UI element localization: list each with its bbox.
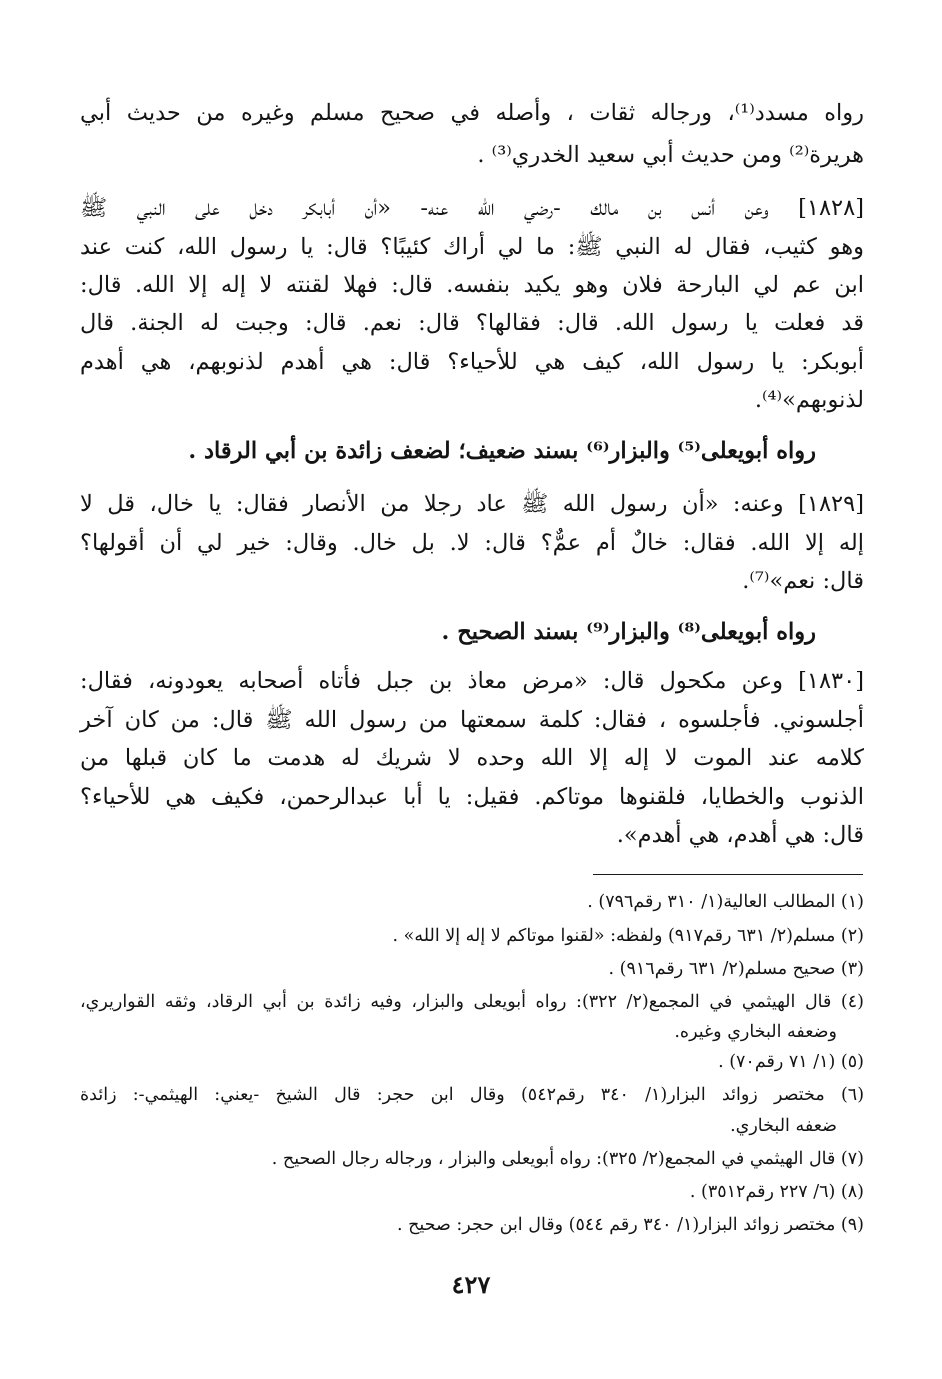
footnote-line: (٩) مختصر زوائد البزار(١/ ٣٤٠ رقم ٥٤٤) وقال ابن حجر: صحيح . (396, 1215, 864, 1235)
grading-line: رواه أبويعلى⁽⁸⁾ والبزار⁽⁹⁾ بسند الصحيح . (441, 619, 816, 645)
footnote-line: (٦) مختصر زوائد البزار(١/ ٣٤٠ رقم٥٤٢) وقال ابن حجر: قال الشيخ -يعني: الهيثمي-: زائدة (80, 1085, 865, 1105)
body-line: أبوبكر: يا رسول الله، كيف هي للأحياء؟ قال: هي أهدم لذنوبهم، هي أهدم (80, 349, 864, 375)
body-line: قد فعلت يا رسول الله. قال: فقالها؟ قال: نعم. قال: وجبت له الجنة. قال (80, 310, 864, 336)
footnote-line: (١) المطالب العالية(١/ ٣١٠ رقم٧٩٦) . (587, 892, 864, 912)
footnote-line: ضعفه البخاري. (730, 1116, 837, 1136)
page-number: ٤٢٧ (451, 1270, 491, 1299)
footnote-line: (٥) (١/ ٧١ رقم٧٠) . (718, 1052, 864, 1072)
body-line: [١٨٢٩] وعنه: «أن رسول الله ﷺ عاد رجلا من الأنصار فقال: يا خال، قل لا (80, 491, 864, 517)
footnote-line: (٢) مسلم(٢/ ٦٣١ رقم٩١٧) ولفظه: «لقنوا موتاكم لا إله إلا الله» . (392, 926, 864, 946)
footnote-separator (593, 874, 863, 875)
footnote-line: وضعفه البخاري وغيره. (674, 1022, 837, 1042)
body-line: قال: نعم»⁽⁷⁾. (742, 568, 864, 594)
body-line: [١٨٣٠] وعن مكحول قال: «مرض معاذ بن جبل فأتاه أصحابه يعودونه، فقال: (80, 668, 864, 694)
body-line: وهو كثيب، فقال له النبي ﷺ: ما لي أراك كئيبًا؟ قال: يا رسول الله، كنت عند (80, 234, 864, 260)
footnote-line: (٨) (٦/ ٢٢٧ رقم٣٥١٢) . (689, 1182, 864, 1202)
body-line: [١٨٢٨] وعن أنس بن مالك -رضي الله عنه- «أن أبابكر دخل على النبي ﷺ (80, 195, 864, 221)
footnote-line: (٤) قال الهيثمي في المجمع(٢/ ٣٢٢): رواه أبويعلى والبزار، وفيه زائدة بن أبي الرقاد، وثقه القواريري، (80, 992, 864, 1012)
grading-line: رواه أبويعلى⁽⁵⁾ والبزار⁽⁶⁾ بسند ضعيف؛ لضعف زائدة بن أبي الرقاد . (188, 438, 816, 464)
body-line: رواه مسدد⁽¹⁾، ورجاله ثقات ، وأصله في صحيح مسلم وغيره من حديث أبي (80, 100, 864, 126)
body-line: قال: هي أهدم، هي أهدم». (616, 822, 864, 848)
footnote-line: (٧) قال الهيثمي في المجمع(٢/ ٣٢٥): رواه أبويعلى والبزار ، ورجاله رجال الصحيح . (271, 1149, 864, 1169)
footnote-line: (٣) صحيح مسلم(٢/ ٦٣١ رقم٩١٦) . (608, 959, 864, 979)
body-line: إله إلا الله. فقال: خالٌ أم عمٌّ؟ قال: لا. بل خال. وقال: خير لي أن أقولها؟ (80, 530, 864, 556)
body-line: الذنوب والخطايا، فلقنوها موتاكم. فقيل: يا أبا عبدالرحمن، فكيف هي للأحياء؟ (80, 784, 864, 810)
body-line: هريرة⁽²⁾ ومن حديث أبي سعيد الخدري⁽³⁾ . (477, 142, 864, 168)
body-line: ابن عم لي البارحة فلان وهو يكيد بنفسه. قال: فهلا لقنته لا إله إلا الله. قال: (80, 272, 864, 298)
body-line: لذنوبهم»⁽⁴⁾. (754, 387, 864, 413)
body-line: كلامه عند الموت لا إله إلا الله وحده لا شريك له هدمت ما كان قبلها من (80, 745, 864, 771)
body-line: أجلسوني. فأجلسوه ، فقال: كلمة سمعتها من رسول الله ﷺ قال: من كان آخر (80, 707, 864, 733)
